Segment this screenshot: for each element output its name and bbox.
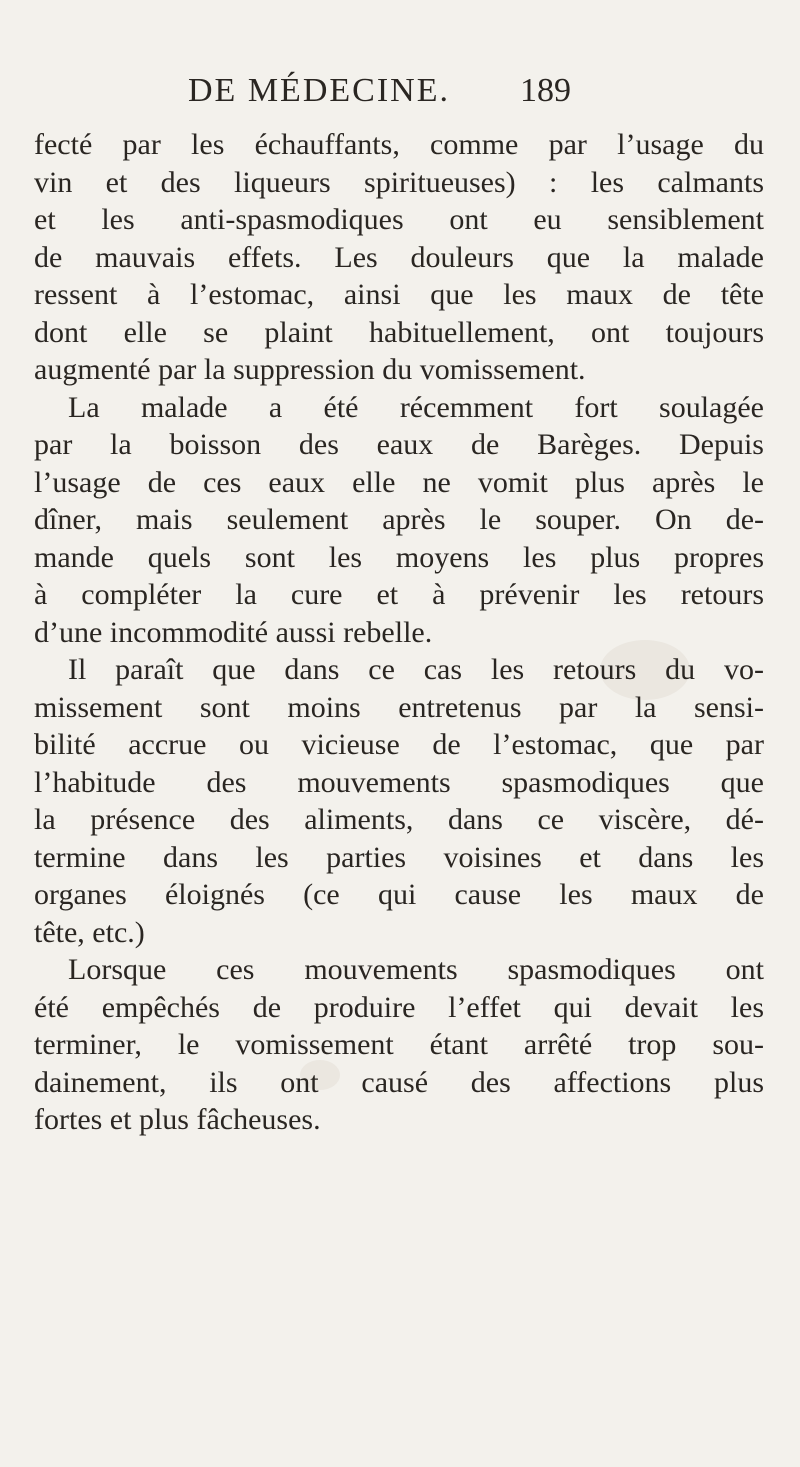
text-line: mande quels sont les moyens les plus propres (34, 540, 764, 574)
text-line: de mauvais effets. Les douleurs que la malade (34, 240, 764, 274)
body-text (34, 126, 764, 1139)
text-line: dîner, mais seulement après le souper. On de- (34, 503, 764, 536)
text-line: organes éloignés (ce qui cause les maux de (34, 878, 764, 911)
text-line: vin et des liqueurs spiritueuses) : les calmants (34, 165, 764, 199)
text-line: dont elle se plaint habituellement, ont toujours (34, 315, 764, 349)
text-line: l’habitude des mouvements spasmodiques que (34, 765, 764, 799)
text-line: par la boisson des eaux de Barèges. Depuis (34, 428, 764, 461)
text-line: missement sont moins entretenus par la sensi- (34, 690, 764, 724)
text-line: bilité accrue ou vicieuse de l’estomac, que par (34, 728, 764, 761)
text-line: dainement, ils ont causé des affections plus (34, 1065, 764, 1099)
page-header (188, 72, 608, 122)
running-title: DE MÉDECINE. (188, 72, 450, 109)
text-line: termine dans les parties voisines et dans les (34, 840, 764, 874)
text-line: la présence des aliments, dans ce viscère, dé- (34, 803, 764, 836)
text-line: à compléter la cure et à prévenir les retours (34, 578, 764, 611)
page-number: 189 (520, 72, 571, 109)
text-line: Il paraît que dans ce cas les retours du vo- (68, 653, 764, 686)
text-line: fortes et plus fâcheuses. (34, 1103, 321, 1136)
text-line: d’une incommodité aussi rebelle. (34, 615, 433, 649)
text-line: terminer, le vomissement étant arrêté trop sou- (34, 1028, 764, 1061)
text-line: tête, etc.) (34, 915, 145, 949)
text-line: ressent à l’estomac, ainsi que les maux de tête (34, 278, 764, 311)
text-line: Lorsque ces mouvements spasmodiques ont (68, 953, 764, 986)
text-line: été empêchés de produire l’effet qui devait les (34, 990, 764, 1024)
text-line: l’usage de ces eaux elle ne vomit plus après le (34, 465, 764, 499)
text-line: La malade a été récemment fort soulagée (68, 390, 764, 424)
text-line: fecté par les échauffants, comme par l’usage du (34, 128, 764, 161)
text-line: et les anti-spasmodiques ont eu sensiblement (34, 203, 764, 236)
text-line: augmenté par la suppression du vomissement. (34, 353, 586, 386)
